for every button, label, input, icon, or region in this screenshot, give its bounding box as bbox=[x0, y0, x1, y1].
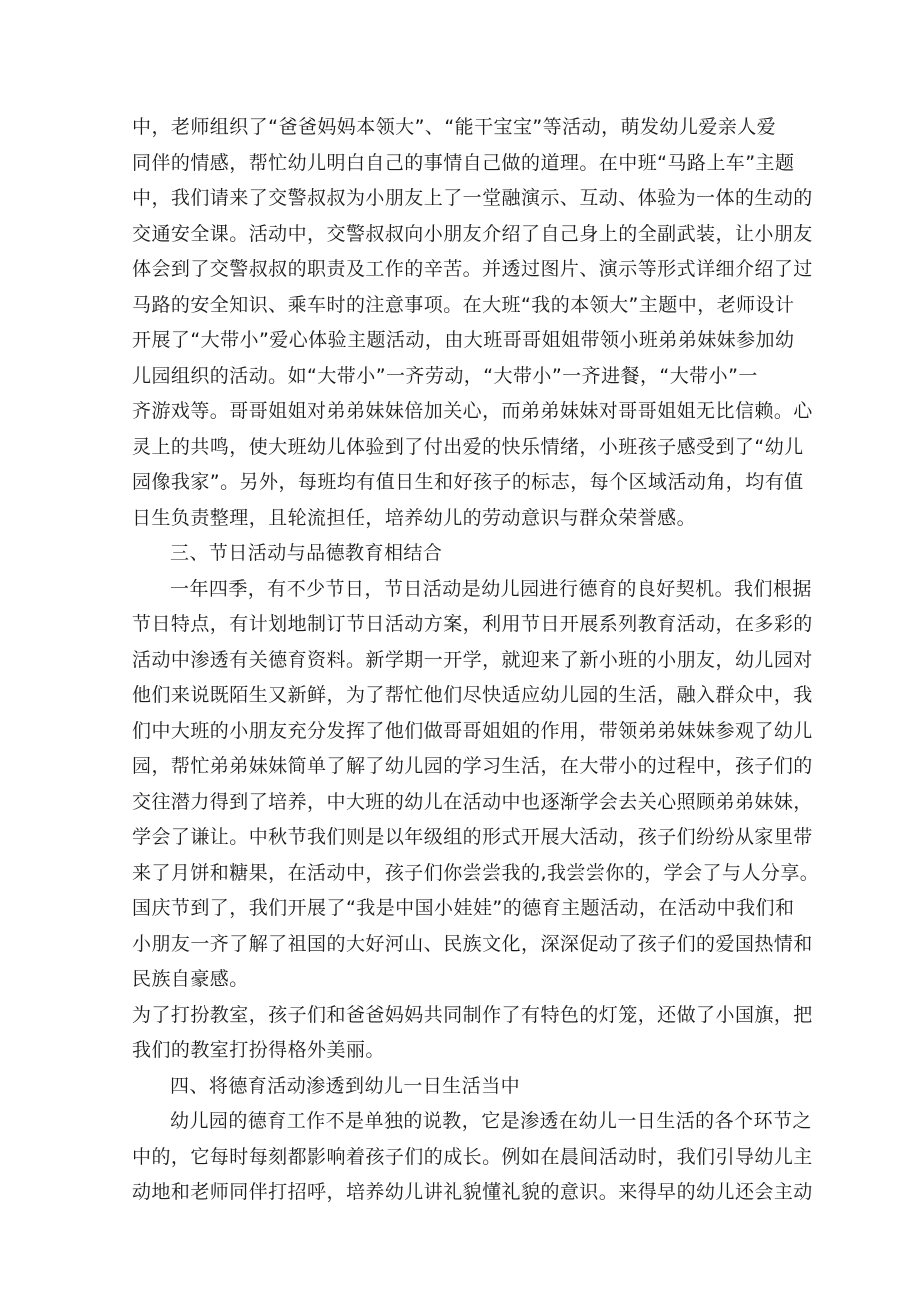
text-line: 中，老师组织了“爸爸妈妈本领大”、“能干宝宝”等活动，萌发幼儿爱亲人爱 bbox=[132, 116, 777, 138]
text-line: 活动中渗透有关德育资料。新学期一开学，就迎来了新小班的小朋友，幼儿园对 bbox=[132, 648, 813, 671]
text-line: 我们的教室打扮得格外美丽。 bbox=[132, 1039, 385, 1061]
text-line: 小朋友一齐了解了祖国的大好河山、民族文化，深深促动了孩子们的爱国热情和 bbox=[132, 932, 813, 955]
text-line: 马路的安全知识、乘车时的注意事项。在大班“我的本领大”主题中，老师设计 bbox=[132, 293, 795, 316]
text-line: 幼儿园的德育工作不是单独的说教，它是渗透在幼儿一日生活的各个环节之 bbox=[170, 1110, 812, 1132]
text-line: 日生负责整理，且轮流担任，培养幼儿的劳动意识与群众荣誉感。 bbox=[132, 506, 697, 529]
text-line: 齐游戏等。哥哥姐姐对弟弟妹妹倍加关心，而弟弟妹妹对哥哥姐姐无比信赖。心 bbox=[132, 400, 813, 422]
text-line: 为了打扮教室，孩子们和爸爸妈妈共同制作了有特色的灯笼，还做了小国旗，把 bbox=[132, 1003, 813, 1026]
section-heading-3: 三、节日活动与品德教育相结合 bbox=[170, 542, 443, 564]
text-line: 动地和老师同伴打招呼，培养幼儿讲礼貌懂礼貌的意识。来得早的幼儿还会主动 bbox=[132, 1181, 813, 1203]
text-line: 同伴的情感，帮忙幼儿明白自己的事情自己做的道理。在中班“马路上车”主题 bbox=[132, 151, 795, 174]
text-line: 开展了“大带小”爱心体验主题活动，由大班哥哥姐姐带领小班弟弟妹妹参加幼 bbox=[132, 329, 795, 351]
section-heading-4: 四、将德育活动渗透到幼儿一日生活当中 bbox=[170, 1074, 521, 1097]
text-line: 中的，它每时每刻都影响着孩子们的成长。例如在晨间活动时，我们引导幼儿主 bbox=[132, 1145, 813, 1168]
text-line: 国庆节到了，我们开展了“我是中国小娃娃”的德育主题活动，在活动中我们和 bbox=[132, 897, 795, 919]
text-line: 民族自豪感。 bbox=[132, 968, 249, 990]
text-line: 们中大班的小朋友充分发挥了他们做哥哥姐姐的作用，带领弟弟妹妹参观了幼儿 bbox=[132, 719, 813, 742]
text-line: 他们来说既陌生又新鲜，为了帮忙他们尽快适应幼儿园的生活，融入群众中，我 bbox=[132, 684, 813, 706]
text-line: 灵上的共鸣，使大班幼儿体验到了付出爱的快乐情绪，小班孩子感受到了“幼儿 bbox=[132, 435, 804, 458]
text-line: 中，我们请来了交警叔叔为小朋友上了一堂融演示、互动、体验为一体的生动的 bbox=[132, 187, 813, 209]
text-line: 体会到了交警叔叔的职责及工作的辛苦。并透过图片、演示等形式详细介绍了过 bbox=[132, 258, 813, 280]
text-line: 园，帮忙弟弟妹妹简单了解了幼儿园的学习生活，在大带小的过程中，孩子们的 bbox=[132, 755, 813, 777]
text-line: 交通安全课。活动中，交警叔叔向小朋友介绍了自己身上的全副武装，让小朋友 bbox=[132, 222, 813, 245]
text-line: 学会了谦让。中秋节我们则是以年级组的形式开展大活动，孩子们纷纷从家里带 bbox=[132, 826, 813, 848]
text-line: 儿园组织的活动。如“大带小”一齐劳动，“大带小”一齐进餐，“大带小”一 bbox=[132, 364, 758, 387]
text-line: 节日特点，有计划地制订节日活动方案，利用节日开展系列教育活动，在多彩的 bbox=[132, 613, 813, 635]
text-line: 园像我家”。另外，每班均有值日生和好孩子的标志，每个区域活动角，均有值 bbox=[132, 471, 804, 493]
text-line: 交往潜力得到了培养，中大班的幼儿在活动中也逐渐学会去关心照顾弟弟妹妹， bbox=[132, 790, 813, 813]
text-line: 来了月饼和糖果，在活动中，孩子们你尝尝我的,我尝尝你的，学会了与人分享。 bbox=[132, 861, 820, 884]
text-line: 一年四季，有不少节日，节日活动是幼儿园进行德育的良好契机。我们根据 bbox=[170, 577, 812, 600]
